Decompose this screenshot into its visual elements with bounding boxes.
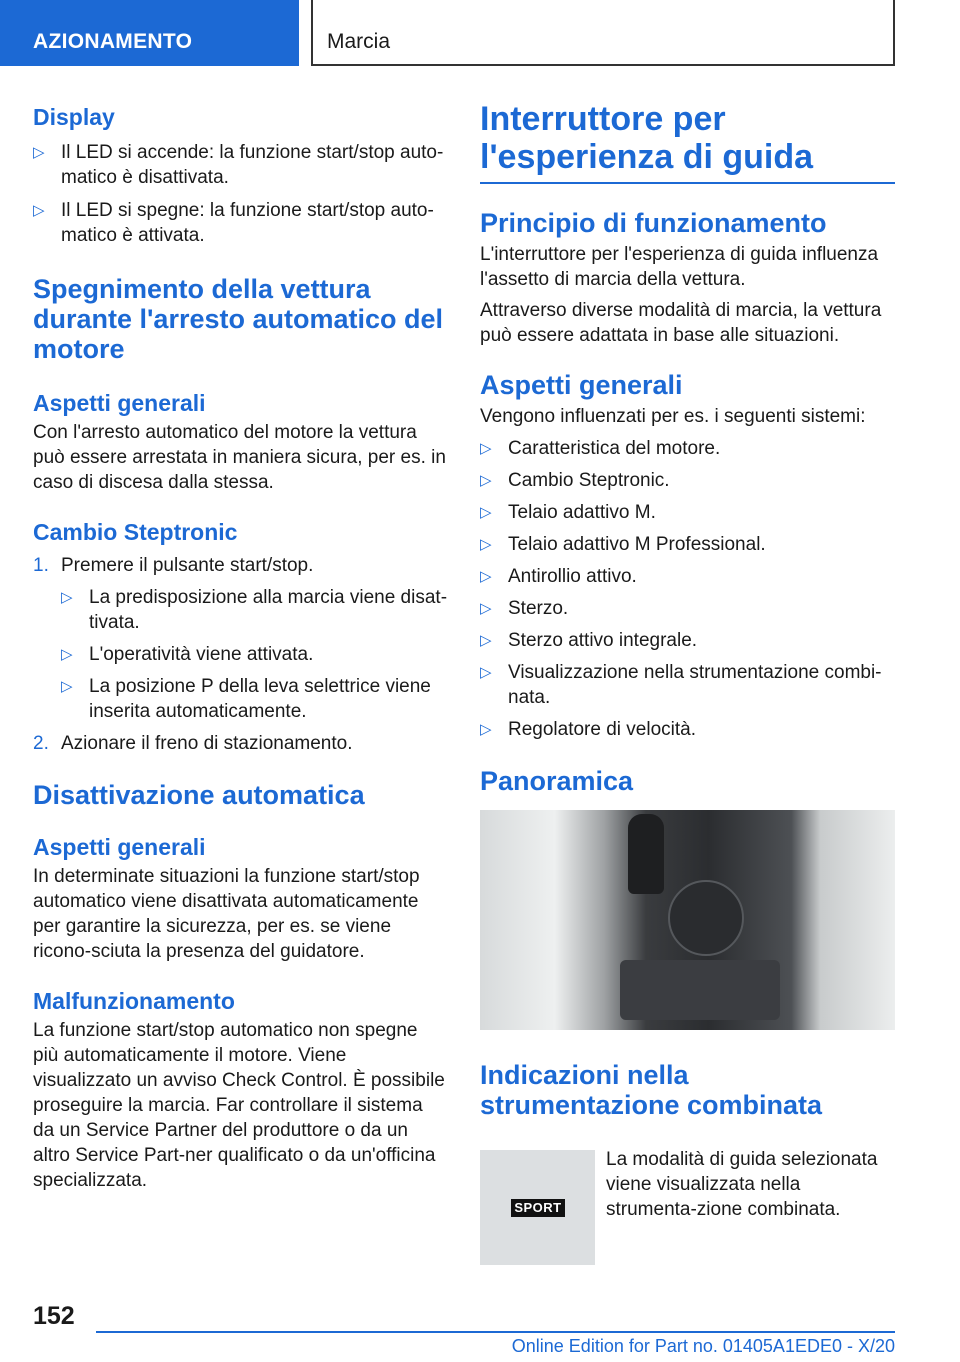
list-item: ▷ Sterzo attivo integrale.: [480, 628, 895, 653]
systems-list: [480, 436, 895, 742]
sport-badge: SPORT: [511, 1199, 565, 1217]
step-number: 2.: [33, 733, 49, 754]
general-heading: Aspetti generali: [33, 390, 206, 416]
auto-off-heading: Disattivazione automatica: [33, 780, 365, 810]
gear-selector-image: [628, 814, 664, 894]
driving-experience-switch-image: [620, 960, 780, 1020]
malfunction-heading: Malfunzionamento: [33, 988, 235, 1014]
step-item: [33, 553, 448, 724]
list-item: ▷ Antirollio attivo.: [480, 564, 895, 589]
section-tab: AZIONAMENTO: [0, 0, 299, 66]
list-item: ▷ Il LED si accende: la funzione start/stop auto-matico è disattivata.: [33, 140, 448, 190]
overview-heading: Panoramica: [480, 766, 634, 796]
step-text: Azionare il freno di stazionamento.: [61, 733, 353, 754]
general-heading-right: Aspetti generali: [480, 370, 683, 400]
display-list: [33, 140, 448, 248]
list-item: ▷ Cambio Steptronic.: [480, 468, 895, 493]
center-console-photo: [480, 810, 895, 1030]
list-item: ▷ Regolatore di velocità.: [480, 717, 895, 742]
step-sublist: [61, 585, 448, 724]
list-item: ▷ Visualizzazione nella strumentazione combi-nata.: [480, 660, 895, 710]
display-heading-right: Indicazioni nella strumentazione combinata: [480, 1060, 823, 1120]
list-item: ▷ L'operatività viene attivata.: [61, 642, 448, 667]
malfunction-text: La funzione start/stop automatico non spegne più automaticamente il motore. Viene visualizzato un avviso Check Control. È possibile proseguire la marcia. Far controllare il sistema da un Service Partner del produttore o da un altro Service Part-ner qualificato o da un'officina specializzata.: [33, 1020, 445, 1191]
general-text: Con l'arresto automatico del motore la vettura può essere arrestata in maniera sicura, per es. in caso di discesa dalla stessa.: [33, 422, 446, 493]
main-heading: Interruttore per l'esperienza di guida: [480, 100, 814, 176]
general2-heading: Aspetti generali: [33, 834, 206, 860]
steptronic-steps: [33, 553, 448, 756]
list-item: ▷ Caratteristica del motore.: [480, 436, 895, 461]
heading-rule: [480, 182, 895, 184]
general2-text: In determinate situazioni la funzione start/stop automatico viene disattivata automaticamente per garantire la sicurezza, per es. se viene ricono-sciuta la presenza del guidatore.: [33, 866, 420, 962]
principle-heading: Principio di funzionamento: [480, 208, 827, 238]
left-column: [33, 100, 448, 1193]
step-number: 1.: [33, 555, 49, 576]
controller-dial-image: [668, 880, 744, 956]
general-intro: Vengono influenzati per es. i seguenti sistemi:: [480, 406, 866, 427]
step-item: [33, 731, 448, 756]
subsection-title: Marcia: [327, 30, 391, 53]
principle-text-2: Attraverso diverse modalità di marcia, la vettura può essere adattata in base alle situazioni.: [480, 300, 882, 346]
list-item: ▷ Sterzo.: [480, 596, 895, 621]
right-column: [480, 100, 895, 1120]
page-number: 152: [33, 1302, 75, 1330]
sport-mode-image: [480, 1150, 595, 1265]
shutdown-heading: Spegnimento della vettura durante l'arresto automatico del motore: [33, 274, 444, 364]
principle-text-1: L'interruttore per l'esperienza di guida influenza l'assetto di marcia della vettura.: [480, 244, 879, 290]
display-text: La modalità di guida selezionata viene visualizzata nella strumenta-zione combinata.: [606, 1149, 878, 1220]
subsection-box: [311, 0, 895, 66]
steptronic-heading: Cambio Steptronic: [33, 519, 238, 545]
list-item: ▷ La predisposizione alla marcia viene disat-tivata.: [61, 585, 448, 635]
footer-rule: [96, 1331, 895, 1333]
edition-text: Online Edition for Part no. 01405A1EDE0 - X/20: [511, 1336, 895, 1356]
step-text: Premere il pulsante start/stop.: [61, 555, 314, 576]
display-heading: Display: [33, 104, 115, 130]
list-item: ▷ Telaio adattivo M.: [480, 500, 895, 525]
list-item: ▷ Il LED si spegne: la funzione start/stop auto-matico è attivata.: [33, 198, 448, 248]
list-item: ▷ Telaio adattivo M Professional.: [480, 532, 895, 557]
list-item: ▷ La posizione P della leva selettrice viene inserita automaticamente.: [61, 674, 448, 724]
